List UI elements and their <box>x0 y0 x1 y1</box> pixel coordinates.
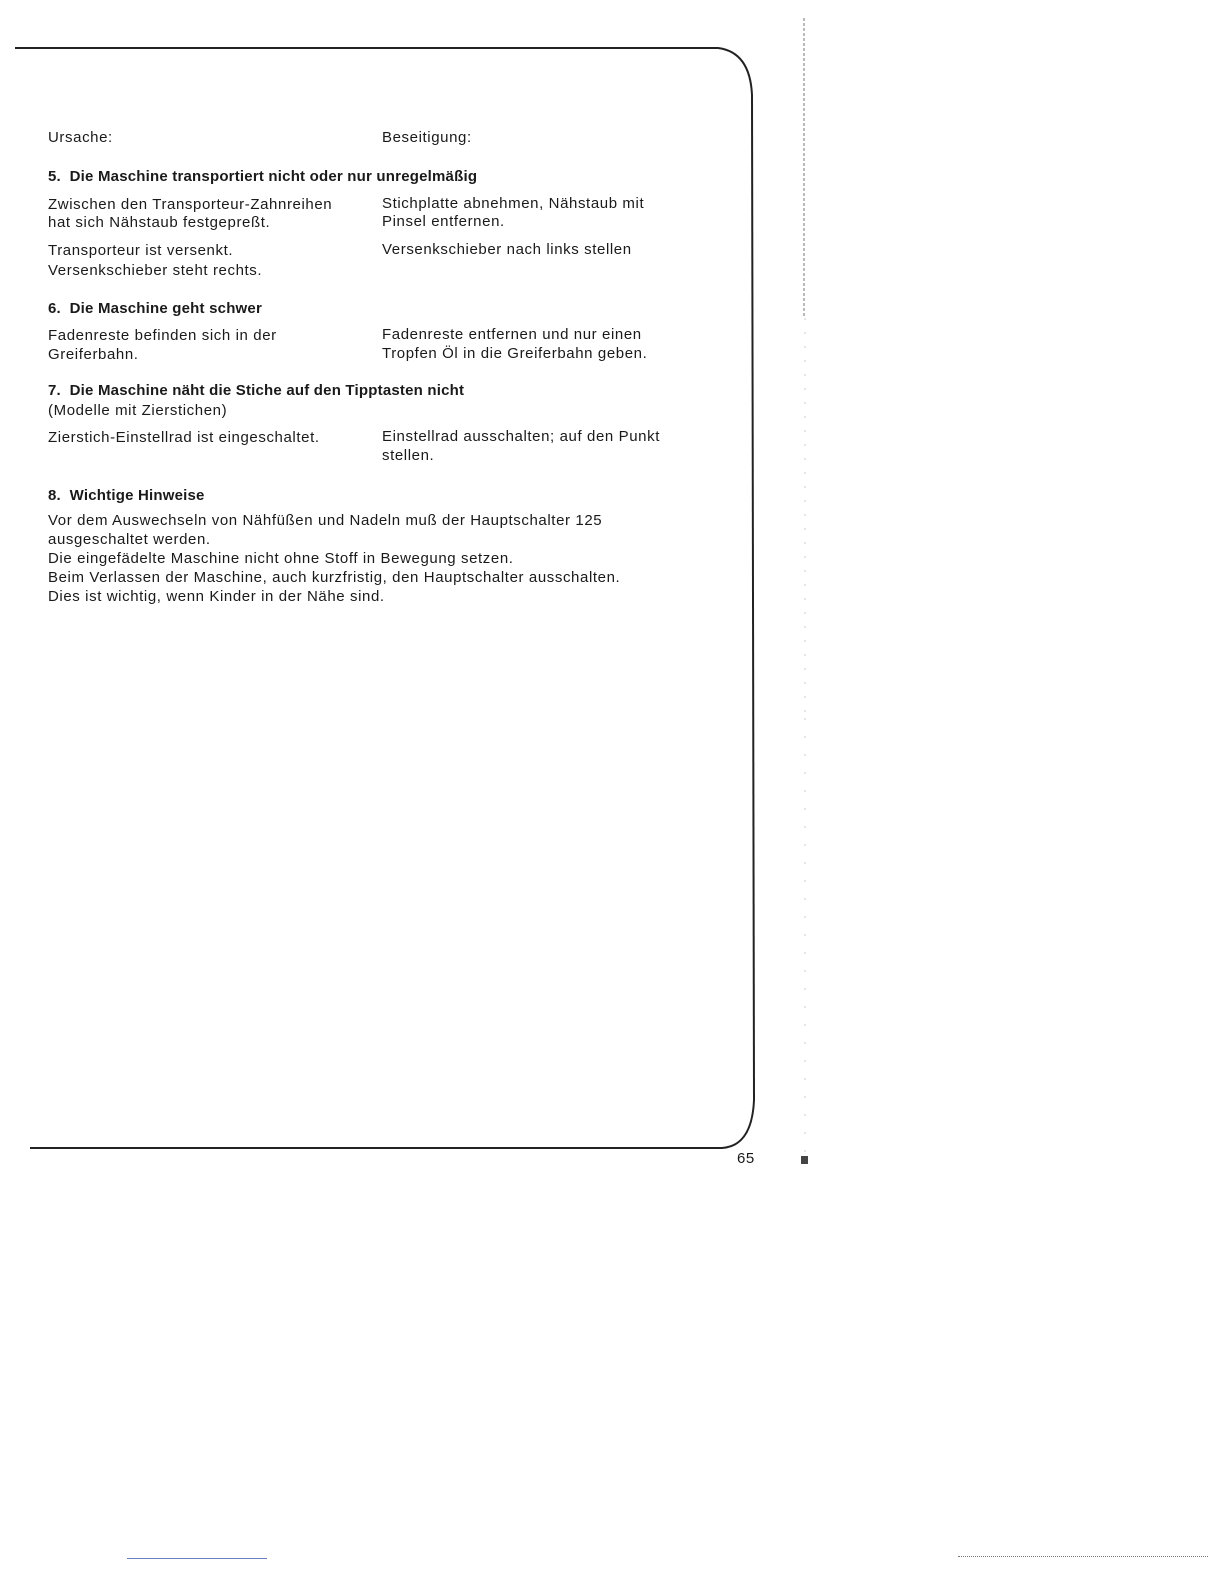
section-6-remedy-line-1: Fadenreste entfernen und nur einen <box>382 326 642 343</box>
section-5-title: 5. Die Maschine transportiert nicht oder nur unregelmäßig <box>48 168 478 185</box>
section-7-cause-line-1: Zierstich-Einstellrad ist eingeschaltet. <box>48 429 320 446</box>
right-border-line <box>752 95 754 1100</box>
scan-edge-artifact <box>800 18 808 1168</box>
bottom-right-rule <box>958 1556 1208 1558</box>
section-7-remedy-line-2: stellen. <box>382 447 435 464</box>
section-6-remedy-line-2: Tropfen Öl in die Greiferbahn geben. <box>382 345 648 362</box>
section-5-cause-2-line-2: Versenkschieber steht rechts. <box>48 262 263 279</box>
section-8-title: 8. Wichtige Hinweise <box>48 487 205 504</box>
section-5-cause-1-line-1: Zwischen den Transporteur-Zahnreihen <box>48 196 333 213</box>
section-5-remedy-2-line-1: Versenkschieber nach links stellen <box>382 241 632 258</box>
section-8-line-1: Vor dem Auswechseln von Nähfüßen und Nadeln muß der Hauptschalter 125 <box>48 512 603 529</box>
section-7-subtitle: (Modelle mit Zierstichen) <box>48 402 228 419</box>
section-6-cause-line-2: Greiferbahn. <box>48 346 139 363</box>
bottom-border-line <box>30 1100 754 1148</box>
section-5-remedy-1-line-1: Stichplatte abnehmen, Nähstaub mit <box>382 195 645 212</box>
section-8-line-2: ausgeschaltet werden. <box>48 531 211 548</box>
section-8-line-5: Dies ist wichtig, wenn Kinder in der Nähe sind. <box>48 588 385 605</box>
section-5-remedy-1-line-2: Pinsel entfernen. <box>382 213 505 230</box>
section-8-line-4: Beim Verlassen der Maschine, auch kurzfristig, den Hauptschalter ausschalten. <box>48 569 621 586</box>
section-5-cause-1-line-2: hat sich Nähstaub festgepreßt. <box>48 214 271 231</box>
section-7-title: 7. Die Maschine näht die Stiche auf den Tipptasten nicht <box>48 382 465 399</box>
top-border-line <box>15 48 752 95</box>
cause-column-label: Ursache: <box>48 129 113 146</box>
section-6-title: 6. Die Maschine geht schwer <box>48 300 263 317</box>
section-5-cause-2-line-1: Transporteur ist versenkt. <box>48 242 234 259</box>
section-8-line-3: Die eingefädelte Maschine nicht ohne Stoff in Bewegung setzen. <box>48 550 514 567</box>
remedy-column-label: Beseitigung: <box>382 129 472 146</box>
section-6-cause-line-1: Fadenreste befinden sich in der <box>48 327 277 344</box>
page-number: 65 <box>737 1150 755 1167</box>
bottom-left-rule <box>127 1558 267 1559</box>
section-7-remedy-line-1: Einstellrad ausschalten; auf den Punkt <box>382 428 660 445</box>
